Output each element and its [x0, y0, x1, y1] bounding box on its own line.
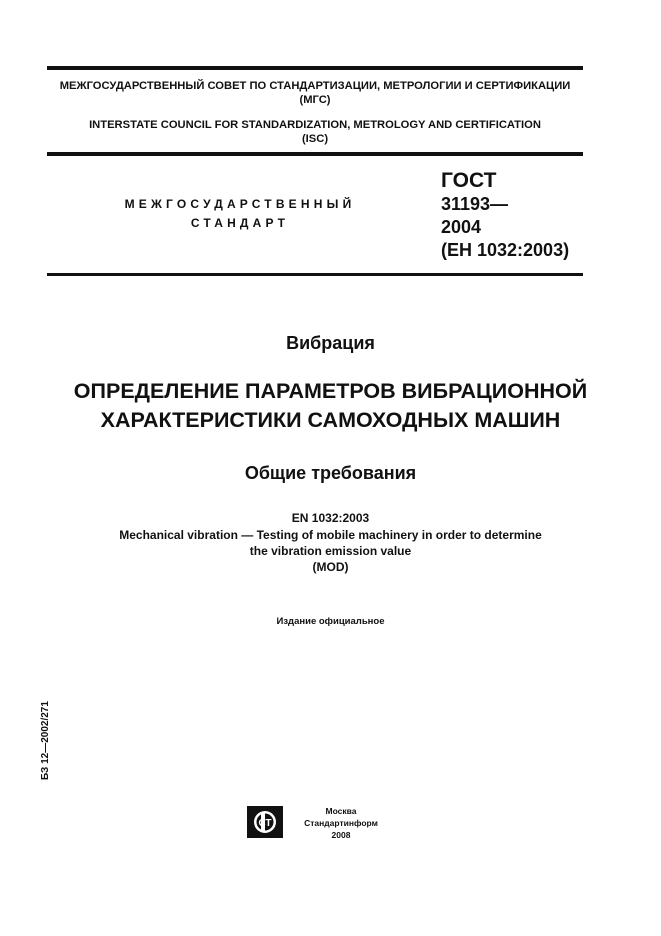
publisher-name: Стандартинформ — [304, 818, 378, 828]
council-rule — [47, 152, 583, 156]
gost-number: 31193— — [441, 194, 509, 214]
logo-text: СТ — [258, 818, 272, 829]
standard-type-line1: МЕЖГОСУДАРСТВЕННЫЙ — [124, 197, 356, 211]
gost-title: ГОСТ — [441, 169, 497, 192]
publisher-year: 2008 — [331, 830, 351, 840]
council-ru-line2: (МГС) — [299, 94, 331, 106]
category-title: Вибрация — [286, 333, 375, 353]
gost-year: 2004 — [441, 217, 482, 237]
en-title-line2: the vibration emission value — [249, 544, 412, 558]
top-rule — [47, 66, 583, 70]
gost-en-reference: (ЕН 1032:2003) — [441, 240, 570, 260]
header-bottom-rule — [47, 273, 583, 276]
council-ru-line1: МЕЖГОСУДАРСТВЕННЫЙ СОВЕТ ПО СТАНДАРТИЗАЦИИ, МЕТРОЛОГИИ И СЕРТИФИКАЦИИ — [59, 80, 571, 92]
publisher-city: Москва — [325, 806, 357, 816]
side-code: БЗ 12—2002/271 — [40, 701, 51, 780]
en-mod: (MOD) — [312, 560, 349, 574]
en-code: EN 1032:2003 — [291, 511, 370, 525]
subtitle: Общие требования — [244, 463, 417, 483]
council-en-line2: (ISC) — [301, 133, 329, 145]
publisher-logo-icon — [247, 806, 283, 838]
edition-label: Издание официальное — [276, 616, 385, 627]
en-title-line1: Mechanical vibration — Testing of mobile machinery in order to determine — [119, 528, 542, 542]
main-title-line1: ОПРЕДЕЛЕНИЕ ПАРАМЕТРОВ ВИБРАЦИОННОЙ — [73, 379, 588, 403]
standard-type-line2: СТАНДАРТ — [190, 216, 290, 230]
council-en-line1: INTERSTATE COUNCIL FOR STANDARDIZATION, METROLOGY AND CERTIFICATION — [89, 119, 541, 131]
main-title-line2: ХАРАКТЕРИСТИКИ САМОХОДНЫХ МАШИН — [100, 408, 561, 432]
